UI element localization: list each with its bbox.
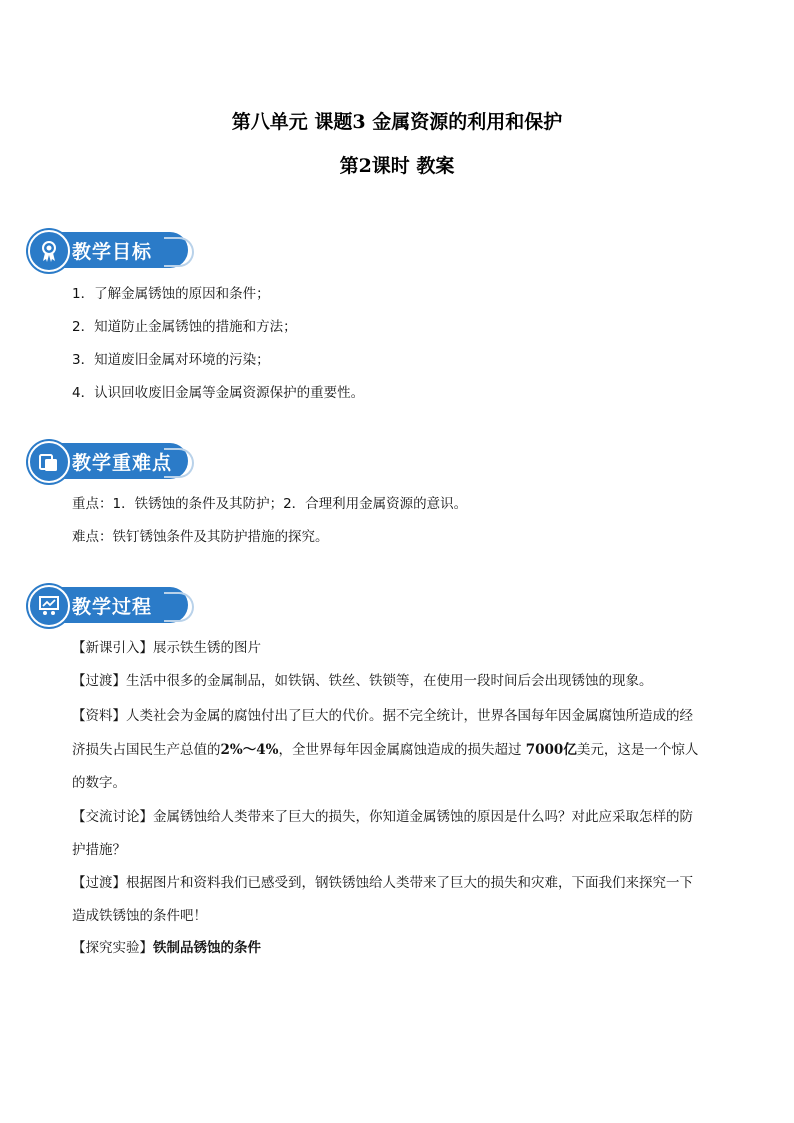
process-paragraph: 的数字。 — [72, 775, 126, 791]
section-heading: 教学重难点 — [72, 452, 173, 474]
text-run: 【探究实验】 — [72, 940, 153, 956]
percentage-value: 2%～4% — [220, 742, 279, 758]
process-paragraph: 【交流讨论】金属锈蚀给人类带来了巨大的损失，你知道金属锈蚀的原因是什么吗？对此应采取怎样的防 — [72, 809, 693, 825]
process-paragraph: 造成铁锈蚀的条件吧！ — [72, 908, 207, 924]
process-paragraph: 护措施？ — [72, 842, 126, 858]
amount-value: 7000亿 — [525, 742, 577, 758]
section-heading: 教学过程 — [72, 596, 153, 618]
process-paragraph: 【过渡】根据图片和资料我们已感受到，钢铁锈蚀给人类带来了巨大的损失和灾难，下面我们来探究一下 — [72, 875, 693, 891]
process-paragraph: 【过渡】生活中很多的金属制品，如铁锅、铁丝、铁锁等，在使用一段时间后会出现锈蚀的现象。 — [72, 673, 653, 689]
process-paragraph — [72, 936, 261, 956]
objective-item: 3．知道废旧金属对环境的污染； — [72, 352, 270, 368]
award-icon — [28, 230, 70, 272]
experiment-title: 铁制品锈蚀的条件 — [153, 940, 261, 956]
text-run: 济损失占国民生产总值的 — [72, 742, 221, 758]
page-subtitle: 第2课时 教案 — [339, 155, 455, 177]
key-points: 重点：1．铁锈蚀的条件及其防护；2．合理利用金属资源的意识。 — [72, 496, 468, 512]
objective-item: 1．了解金属锈蚀的原因和条件； — [72, 286, 270, 302]
process-paragraph: 【新课引入】展示铁生锈的图片 — [72, 640, 261, 656]
section-heading: 教学目标 — [72, 241, 153, 263]
documents-icon — [28, 441, 70, 483]
process-paragraph: 【资料】人类社会为金属的腐蚀付出了巨大的代价。据不完全统计，世界各国每年因金属腐蚀所造成的经 — [72, 708, 693, 724]
objective-item: 2．知道防止金属锈蚀的措施和方法； — [72, 319, 297, 335]
text-run: 美元，这是一个惊人 — [576, 742, 699, 758]
page-title: 第八单元 课题3 金属资源的利用和保护 — [231, 111, 563, 133]
text-run: ，全世界每年因金属腐蚀造成的损失超过 — [278, 742, 522, 758]
presentation-chart-icon — [28, 585, 70, 627]
process-paragraph — [72, 738, 698, 758]
section-banner-objectives — [28, 230, 188, 270]
difficult-points: 难点：铁钉锈蚀条件及其防护措施的探究。 — [72, 529, 329, 545]
section-banner-keypoints — [28, 441, 188, 481]
section-banner-process — [28, 585, 188, 625]
objective-item: 4．认识回收废旧金属等金属资源保护的重要性。 — [72, 385, 365, 401]
